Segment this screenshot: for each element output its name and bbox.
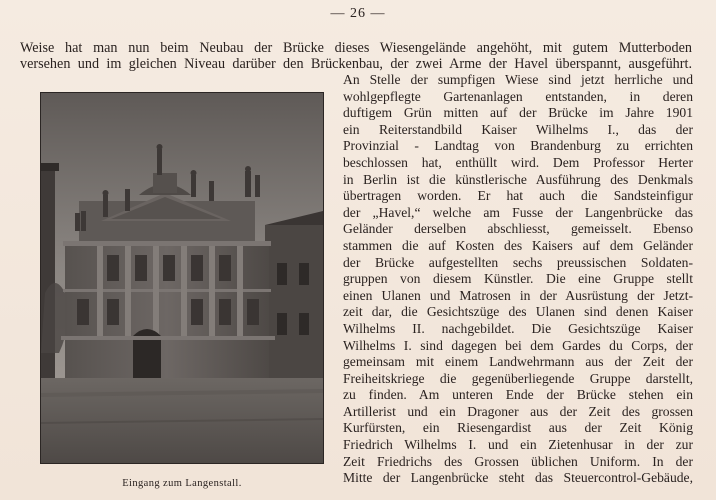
column-text-line: Zeit Friedrichs des Grossen üblichen Uniform. In der: [343, 453, 693, 469]
intro-text-line-2: versehen und im gleichen Niveau darüber den Brückenbau, der zwei Arme der Havel überspannt, ausgeführt.: [20, 56, 692, 72]
page-number: — 26 —: [330, 6, 386, 21]
column-text-line: duftigem Grün mitten auf der Brücke im Jahre 1901: [343, 105, 693, 121]
column-text-line: der „Havel,“ welche am Fusse der Langenbrücke das: [343, 204, 693, 220]
column-text-line: der Brücke aufgestellten sechs preussischen Soldaten-: [343, 254, 693, 270]
column-text-line: Geländer derselben abschliesst, gemeisselt. Ebenso: [343, 221, 693, 237]
column-text-line: Wilhelms I. sind dagegen bei dem Gardes du Corps, der: [343, 337, 693, 353]
column-text-line: übertragen worden. Er hat auch die Sandsteinfigur: [343, 188, 693, 204]
column-text-line: zeit dar, die Gesichtszüge des Ulanen sind denen Kaiser: [343, 304, 693, 320]
intro-text-line-1: Weise hat man nun beim Neubau der Brücke dieses Wiesengelände angehöht, mit gutem Mutterboden: [20, 40, 692, 56]
building-photograph: [40, 92, 324, 464]
text-column: [343, 72, 693, 487]
column-text-line: Friedrich Wilhelms I. und ein Zietenhusar in der zur: [343, 437, 693, 453]
column-text-line: Mitte der Langenbrücke steht das Steuercontrol-Gebäude,: [343, 470, 693, 486]
column-text-line: in Berlin ist die künstlerische Ausführung des Denkmals: [343, 171, 693, 187]
column-text-line: Artillerist und ein Dragoner aus der Zeit des grossen: [343, 403, 693, 419]
column-text-line: beschlossen hat, enthüllt wird. Dem Professor Herter: [343, 154, 693, 170]
column-text-line: Wilhelms II. nachgebildet. Die Gesichtszüge Kaiser: [343, 320, 693, 336]
column-text-line: ein Reiterstandbild Kaiser Wilhelms I., das der: [343, 121, 693, 137]
column-text-line: zu finden. Am unteren Ende der Brücke stehen ein: [343, 387, 693, 403]
column-text-line: Kurfürsten, ein Riesengardist aus der Zeit König: [343, 420, 693, 436]
column-text-line: wohlgepflegte Gartenanlagen entstanden, in deren: [343, 88, 693, 104]
figure-caption: Eingang zum Langenstall.: [122, 478, 242, 489]
column-text-line: einen Ulanen und Matrosen in der Ausrüstung der Jetzt-: [343, 287, 693, 303]
column-text-line: stammen die auf Kosten des Kaisers auf dem Geländer: [343, 237, 693, 253]
column-text-line: gemeinsam mit einem Landwehrmann aus der Zeit der: [343, 354, 693, 370]
column-text-line: Freiheitskriege die gegenüberliegende Gruppe darstellt,: [343, 370, 693, 386]
column-text-line: An Stelle der sumpfigen Wiese sind jetzt herrliche und: [343, 72, 693, 87]
column-text-line: gruppen von diesem Künstler. Die eine Gruppe stellt: [343, 271, 693, 287]
column-text-line: Provinzial - Landtag von Brandenburg zu errichten: [343, 138, 693, 154]
